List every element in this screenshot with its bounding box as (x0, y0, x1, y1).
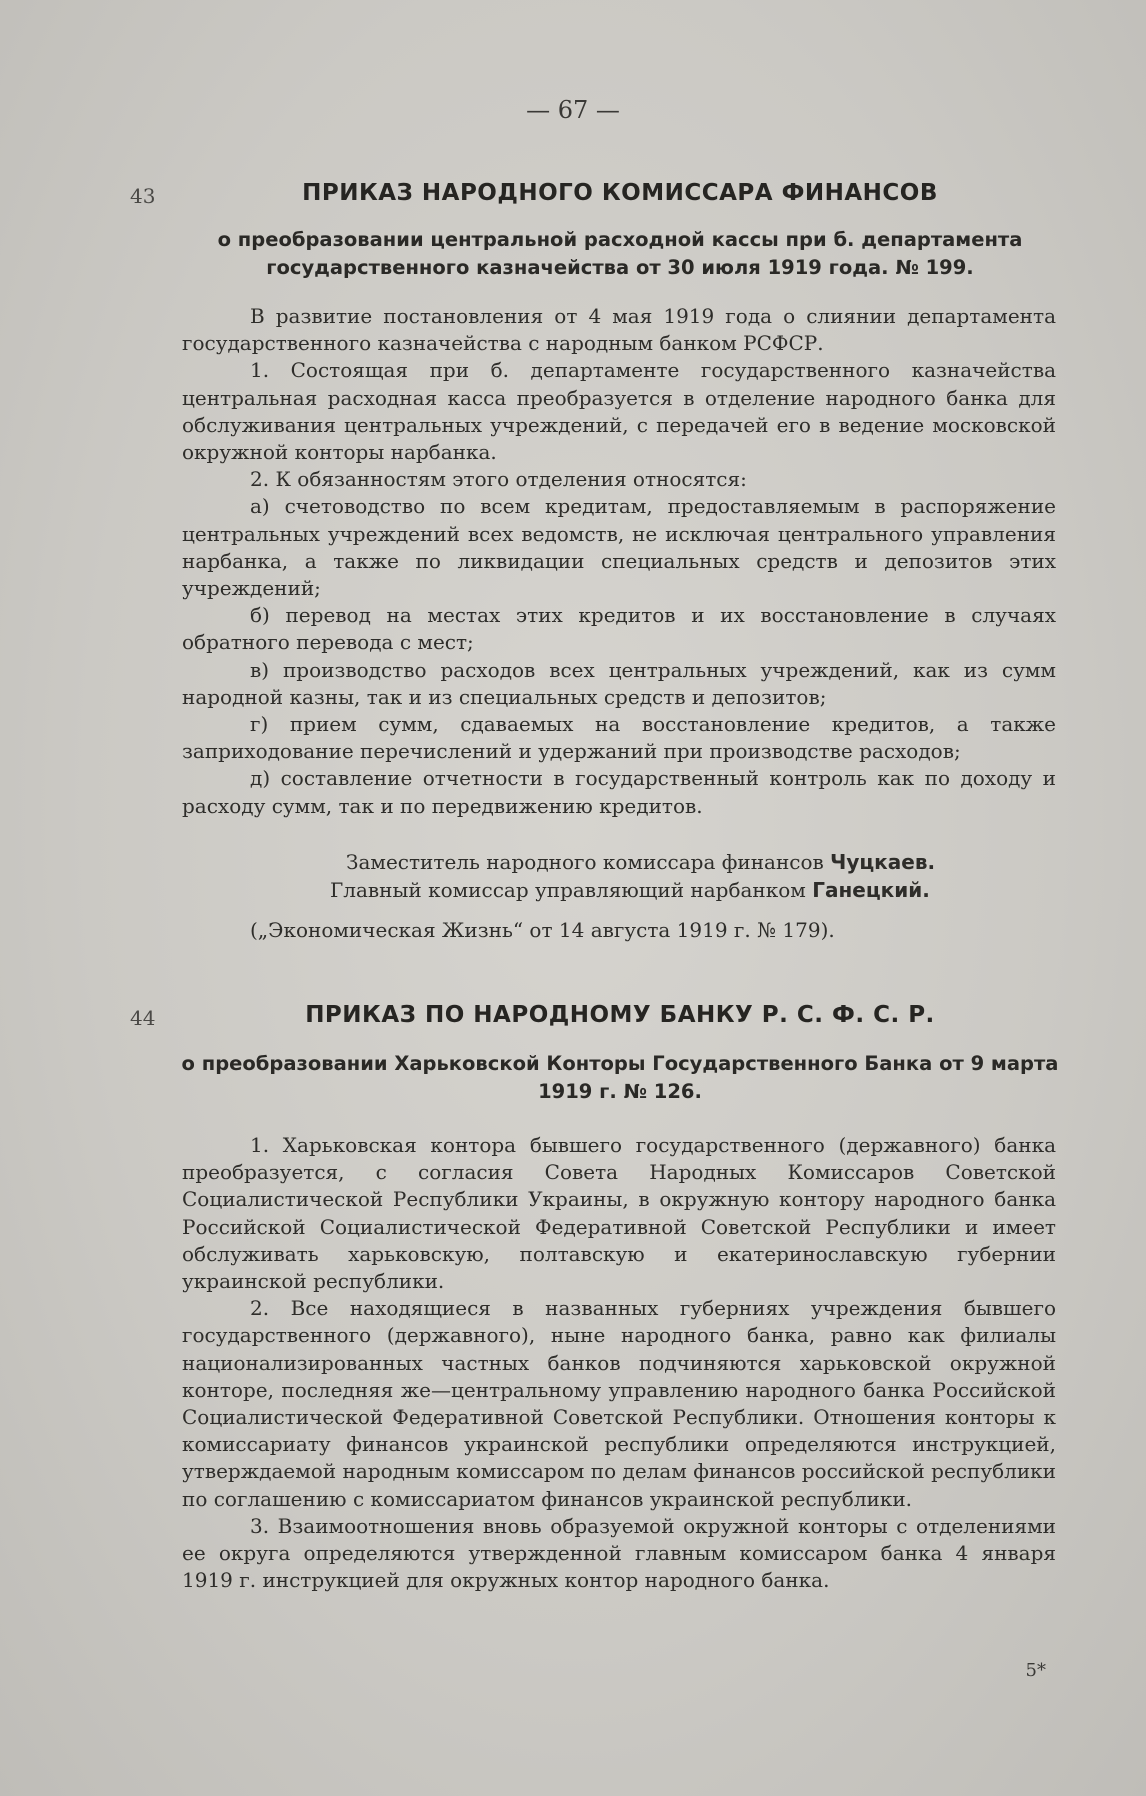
doc43-paragraph: 1. Состоящая при б. департаменте государственного казначейства центральная расходная касса преобразуется в отделение народного банка для обслуживания центральных учреждений, с передачей его в ведение московской окружной конторы нарбанка. (182, 358, 1056, 465)
doc44-subtitle-line1: о преобразовании Харьковской Конторы Государственного Банка от 9 марта (181, 1052, 1059, 1075)
doc44-subtitle-line2: 1919 г. № 126. (538, 1080, 702, 1103)
doc44-paragraph: 2. Все находящиеся в названных губерниях учреждения бывшего государственного (державного), ныне народного банка, равно как филиалы национализированных частных банков подчиняются харьковской окружной конторе, последняя же—центральному управлению народного банка Российской Социалистической Федеративной Советской Республики. Отношения конторы к комиссариату финансов украинской республики определяются инструкцией, утверждаемой народным комиссаром по делам финансов российской республики по соглашению с комиссариатом финансов украинской республики. (182, 1296, 1056, 1511)
signature-name: Ганецкий. (812, 878, 930, 902)
page-number: — 67 — (526, 96, 620, 124)
doc43-paragraph: 2. К обязанностям этого отделения относятся: (250, 467, 747, 492)
signature-title: Заместитель народного комиссара финансов (346, 850, 824, 874)
signature-mark: 5* (1025, 1660, 1046, 1681)
doc43-subtitle (175, 226, 1065, 282)
signature-title: Главный комиссар управляющий нарбанком (330, 878, 806, 902)
doc43-title: ПРИКАЗ НАРОДНОГО КОМИССАРА ФИНАНСОВ (302, 180, 938, 206)
doc43-paragraph: а) счетоводство по всем кредитам, предоставляемым в распоряжение центральных учреждений всех ведомств, не исключая центрального управления нарбанка, а также по ликвидации специальных средств и депозитов этих учреждений; (182, 494, 1056, 601)
doc-number-43: 43 (130, 184, 156, 208)
doc43-subtitle-line1: о преобразовании центральной расходной кассы при б. департамента (217, 228, 1023, 251)
doc43-paragraph: г) прием сумм, сдаваемых на восстановление кредитов, а также заприходование перечислений и удержаний при производстве расходов; (182, 712, 1056, 764)
doc43-paragraph: б) перевод на местах этих кредитов и их восстановление в случаях обратного перевода с мест; (182, 603, 1056, 655)
doc43-signature-deputy (346, 850, 935, 874)
doc44-paragraph: 1. Харьковская контора бывшего государственного (державного) банка преобразуется, с согласия Совета Народных Комиссаров Советской Социалистической Республики Украины, в окружную контору народного банка Российской Социалистической Федеративной Советской Республики и имеет обслуживать харьковскую, полтавскую и екатеринославскую губернии украинской республики. (182, 1133, 1056, 1294)
doc43-paragraph: д) составление отчетности в государственный контроль как по доходу и расходу сумм, так и по передвижению кредитов. (182, 766, 1056, 818)
doc43-subtitle-line2: государственного казначейства от 30 июля 1919 года. № 199. (266, 256, 974, 279)
doc43-signature-commissar (330, 878, 930, 902)
doc43-paragraph: в) производство расходов всех центральных учреждений, как из сумм народной казны, так и из специальных средств и депозитов; (182, 657, 1056, 709)
doc43-paragraph: В развитие постановления от 4 мая 1919 года о слиянии департамента государственного казначейства с народным банком РСФСР. (182, 304, 1056, 356)
doc43-source: („Экономическая Жизнь“ от 14 августа 1919 г. № 179). (250, 918, 835, 942)
doc43-body (182, 303, 1056, 820)
doc44-subtitle (175, 1050, 1065, 1106)
doc44-title: ПРИКАЗ ПО НАРОДНОМУ БАНКУ Р. С. Ф. С. Р. (305, 1002, 935, 1028)
doc-number-44: 44 (130, 1006, 156, 1030)
doc44-body (182, 1132, 1056, 1594)
signature-name: Чуцкаев. (830, 850, 936, 874)
doc44-paragraph: 3. Взаимоотношения вновь образуемой окружной конторы с отделениями ее округа определяются утвержденной главным комиссаром банка 4 января 1919 г. инструкцией для окружных контор народного банка. (182, 1513, 1056, 1593)
